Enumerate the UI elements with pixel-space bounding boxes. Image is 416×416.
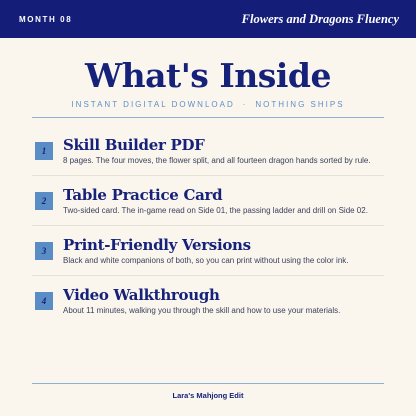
subtitle-separator: ·	[242, 100, 248, 109]
item-divider	[32, 225, 384, 226]
footer-brand: Lara's Mahjong Edit	[172, 391, 244, 400]
item-divider	[32, 275, 384, 276]
item-number-badge: 2	[35, 192, 53, 210]
subtitle-left: INSTANT DIGITAL DOWNLOAD	[71, 100, 235, 109]
item-heading: Print-Friendly Versions	[63, 236, 251, 254]
series-title: Flowers and Dragons Fluency	[241, 11, 399, 26]
item-description: About 11 minutes, walking you through the skill and how to use your materials.	[63, 306, 341, 315]
item-description: Two-sided card. The in-game read on Side 01, the passing ladder and drill on Side 02.	[63, 206, 368, 215]
list-item-practice-card	[32, 184, 384, 234]
item-number-badge: 3	[35, 242, 53, 260]
bottom-rule	[32, 383, 384, 384]
month-label: MONTH 08	[19, 14, 73, 24]
top-rule	[32, 117, 384, 118]
page-title: What's Inside	[85, 56, 331, 95]
item-divider	[32, 175, 384, 176]
item-description: 8 pages. The four moves, the flower split, and all fourteen dragon hands sorted by rule.	[63, 156, 371, 165]
list-item-print-versions	[32, 234, 384, 284]
item-number-badge: 4	[35, 292, 53, 310]
list-item-video	[32, 284, 384, 334]
top-banner	[0, 0, 416, 38]
item-description: Black and white companions of both, so you can print without using the color ink.	[63, 256, 349, 265]
item-heading: Video Walkthrough	[63, 286, 220, 304]
item-number-badge: 1	[35, 142, 53, 160]
subtitle-right: NOTHING SHIPS	[255, 100, 345, 109]
list-item-skill-builder	[32, 134, 384, 184]
item-heading: Skill Builder PDF	[63, 136, 205, 154]
item-heading: Table Practice Card	[63, 186, 223, 204]
subtitle	[0, 100, 416, 109]
